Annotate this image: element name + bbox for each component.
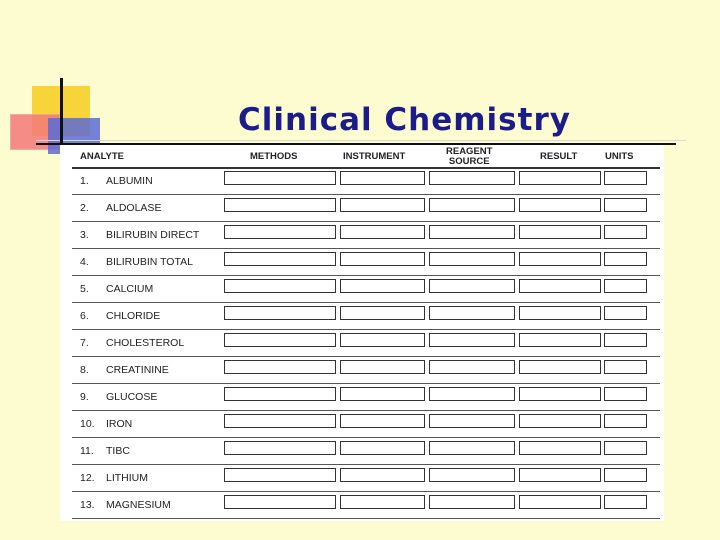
- methods-field[interactable]: [224, 279, 336, 293]
- units-field[interactable]: [604, 414, 647, 428]
- analyte-name: GLUCOSE: [106, 391, 158, 403]
- reagent-source-field[interactable]: [429, 198, 515, 212]
- methods-field[interactable]: [224, 171, 336, 185]
- analyte-name: CHOLESTEROL: [106, 337, 185, 349]
- result-field[interactable]: [519, 468, 601, 482]
- table-row: [60, 306, 664, 333]
- decor-horizontal-line: [36, 143, 676, 145]
- reagent-source-field[interactable]: [429, 252, 515, 266]
- col-units: UNITS: [605, 151, 634, 162]
- table-row: [60, 360, 664, 387]
- reagent-source-field[interactable]: [429, 468, 515, 482]
- analyte-name: LITHIUM: [106, 472, 148, 484]
- units-field[interactable]: [604, 468, 647, 482]
- instrument-field[interactable]: [340, 387, 425, 401]
- result-field[interactable]: [519, 171, 601, 185]
- analyte-name: ALDOLASE: [106, 202, 162, 214]
- instrument-field[interactable]: [340, 225, 425, 239]
- methods-field[interactable]: [224, 306, 336, 320]
- reagent-source-field[interactable]: [429, 171, 515, 185]
- row-rule: [72, 221, 660, 222]
- instrument-field[interactable]: [340, 333, 425, 347]
- reagent-source-field[interactable]: [429, 225, 515, 239]
- table-row: [60, 495, 664, 521]
- reagent-source-field[interactable]: [429, 333, 515, 347]
- chemistry-form: [60, 145, 664, 521]
- row-rule: [72, 437, 660, 438]
- instrument-field[interactable]: [340, 495, 425, 509]
- methods-field[interactable]: [224, 414, 336, 428]
- methods-field[interactable]: [224, 495, 336, 509]
- row-number: 9.: [80, 391, 89, 403]
- row-number: 3.: [80, 229, 89, 241]
- units-field[interactable]: [604, 252, 647, 266]
- row-rule: [72, 329, 660, 330]
- units-field[interactable]: [604, 198, 647, 212]
- row-number: 1.: [80, 175, 89, 187]
- instrument-field[interactable]: [340, 360, 425, 374]
- row-number: 7.: [80, 337, 89, 349]
- row-number: 12.: [80, 472, 95, 484]
- analyte-name: IRON: [106, 418, 133, 430]
- row-rule: [72, 518, 660, 519]
- row-number: 5.: [80, 283, 89, 295]
- row-rule: [72, 383, 660, 384]
- row-number: 2.: [80, 202, 89, 214]
- row-rule: [72, 356, 660, 357]
- reagent-source-field[interactable]: [429, 414, 515, 428]
- units-field[interactable]: [604, 171, 647, 185]
- units-field[interactable]: [604, 441, 647, 455]
- col-reagent-line2: SOURCE: [448, 156, 490, 167]
- row-number: 11.: [80, 445, 94, 457]
- result-field[interactable]: [519, 360, 601, 374]
- col-methods: METHODS: [250, 151, 298, 162]
- result-field[interactable]: [519, 306, 601, 320]
- row-rule: [72, 302, 660, 303]
- instrument-field[interactable]: [340, 279, 425, 293]
- row-number: 4.: [80, 256, 89, 268]
- instrument-field[interactable]: [340, 306, 425, 320]
- result-field[interactable]: [519, 333, 601, 347]
- table-row: [60, 441, 664, 468]
- units-field[interactable]: [604, 360, 647, 374]
- units-field[interactable]: [604, 279, 647, 293]
- units-field[interactable]: [604, 225, 647, 239]
- analyte-name: CALCIUM: [106, 283, 154, 295]
- col-analyte: ANALYTE: [80, 151, 124, 162]
- row-number: 8.: [80, 364, 89, 376]
- methods-field[interactable]: [224, 468, 336, 482]
- row-rule: [72, 248, 660, 249]
- analyte-name: MAGNESIUM: [106, 499, 171, 511]
- units-field[interactable]: [604, 306, 647, 320]
- instrument-field[interactable]: [340, 414, 425, 428]
- row-number: 10.: [80, 418, 95, 430]
- result-field[interactable]: [519, 225, 601, 239]
- analyte-name: ALBUMIN: [106, 175, 153, 187]
- units-field[interactable]: [604, 387, 647, 401]
- header-rule: [72, 167, 660, 169]
- row-rule: [72, 194, 660, 195]
- result-field[interactable]: [519, 414, 601, 428]
- slide-title: Clinical Chemistry: [238, 102, 571, 138]
- table-row: [60, 198, 664, 225]
- result-field[interactable]: [519, 495, 601, 509]
- table-row: [60, 171, 664, 198]
- col-reagent: [446, 147, 492, 167]
- units-field[interactable]: [604, 495, 647, 509]
- form-header: [60, 145, 664, 167]
- analyte-name: BILIRUBIN DIRECT: [106, 229, 200, 241]
- table-row: [60, 387, 664, 414]
- instrument-field[interactable]: [340, 198, 425, 212]
- methods-field[interactable]: [224, 198, 336, 212]
- reagent-source-field[interactable]: [429, 495, 515, 509]
- instrument-field[interactable]: [340, 441, 425, 455]
- row-rule: [72, 464, 660, 465]
- col-instrument: INSTRUMENT: [343, 151, 406, 162]
- methods-field[interactable]: [224, 252, 336, 266]
- methods-field[interactable]: [224, 333, 336, 347]
- row-rule: [72, 275, 660, 276]
- reagent-source-field[interactable]: [429, 360, 515, 374]
- row-rule: [72, 491, 660, 492]
- table-row: [60, 225, 664, 252]
- col-reagent-line1: REAGENT: [446, 146, 493, 157]
- analyte-name: CREATININE: [106, 364, 169, 376]
- reagent-source-field[interactable]: [429, 279, 515, 293]
- instrument-field[interactable]: [340, 468, 425, 482]
- result-field[interactable]: [519, 252, 601, 266]
- decor-rule-light: [36, 140, 686, 141]
- table-row: [60, 252, 664, 279]
- table-row: [60, 279, 664, 306]
- reagent-source-field[interactable]: [429, 306, 515, 320]
- analyte-name: BILIRUBIN TOTAL: [106, 256, 193, 268]
- row-rule: [72, 410, 660, 411]
- instrument-field[interactable]: [340, 252, 425, 266]
- row-number: 13.: [80, 499, 95, 511]
- methods-field[interactable]: [224, 225, 336, 239]
- instrument-field[interactable]: [340, 171, 425, 185]
- result-field[interactable]: [519, 441, 601, 455]
- col-result: RESULT: [540, 151, 578, 162]
- result-field[interactable]: [519, 387, 601, 401]
- methods-field[interactable]: [224, 360, 336, 374]
- result-field[interactable]: [519, 279, 601, 293]
- result-field[interactable]: [519, 198, 601, 212]
- methods-field[interactable]: [224, 387, 336, 401]
- methods-field[interactable]: [224, 441, 336, 455]
- row-number: 6.: [80, 310, 89, 322]
- units-field[interactable]: [604, 333, 647, 347]
- analyte-name: CHLORIDE: [106, 310, 161, 322]
- reagent-source-field[interactable]: [429, 387, 515, 401]
- table-row: [60, 414, 664, 441]
- table-row: [60, 468, 664, 495]
- reagent-source-field[interactable]: [429, 441, 515, 455]
- table-row: [60, 333, 664, 360]
- analyte-name: TIBC: [106, 445, 130, 457]
